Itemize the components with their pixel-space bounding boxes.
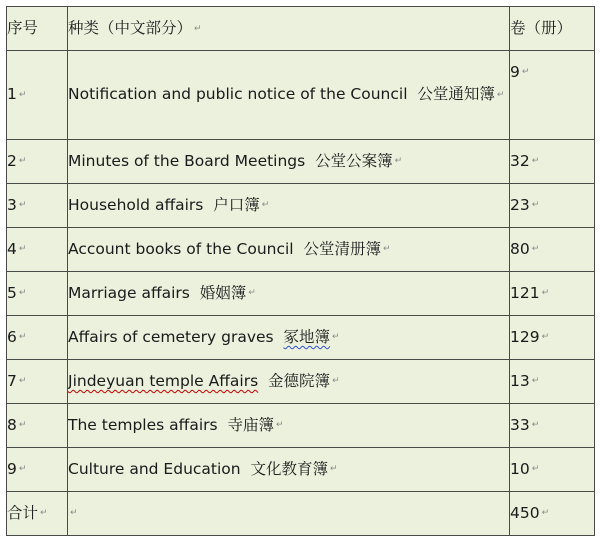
table-row (7, 50, 595, 139)
row-number-cell[interactable] (7, 139, 68, 183)
row-category-zh: 公堂通知簿 (417, 85, 495, 104)
paragraph-mark-icon: ↵ (531, 156, 540, 166)
row-category-cell[interactable] (68, 139, 510, 183)
row-category-zh: 公堂清册簿 (303, 239, 381, 258)
row-category-zh: 文化教育簿 (250, 459, 328, 478)
header-volumes-label: 卷（册） (510, 19, 573, 37)
paragraph-mark-icon: ↵ (40, 508, 48, 519)
row-volumes-cell[interactable] (510, 447, 595, 491)
row-volumes: 80 (510, 239, 530, 258)
row-category-cell[interactable] (68, 359, 510, 403)
paragraph-mark-icon: ↵ (531, 244, 540, 254)
row-volumes-cell[interactable] (510, 315, 595, 359)
row-category-cell[interactable] (68, 315, 510, 359)
row-number: 1 (7, 85, 17, 104)
row-category-cell[interactable] (68, 447, 510, 491)
row-number: 8 (7, 415, 17, 434)
table-row (7, 447, 595, 491)
row-category-zh: 金德院簿 (268, 371, 331, 390)
header-cell-volumes[interactable] (510, 7, 595, 51)
header-number-label: 序号 (7, 19, 39, 38)
paragraph-mark-icon: ↵ (18, 156, 27, 167)
row-category-en: Jindeyuan temple Affairs (68, 371, 259, 390)
table-row (7, 183, 595, 227)
row-volumes: 32 (510, 151, 530, 170)
paragraph-mark-icon: ↵ (18, 420, 27, 431)
table-row (7, 139, 595, 183)
paragraph-mark-icon: ↵ (194, 23, 202, 34)
row-number: 3 (7, 195, 17, 214)
paragraph-mark-icon: ↵ (541, 508, 550, 518)
paragraph-mark-icon: ↵ (18, 464, 27, 475)
paragraph-mark-icon: ↵ (70, 508, 78, 519)
row-volumes: 10 (510, 459, 530, 478)
row-volumes-cell[interactable] (510, 139, 595, 183)
row-volumes-cell[interactable] (510, 403, 595, 447)
header-category-label: 种类（中文部分） (68, 19, 193, 37)
paragraph-mark-icon: ↵ (18, 89, 27, 100)
header-cell-number[interactable] (7, 7, 68, 51)
row-category-en: Culture and Education (68, 459, 241, 478)
row-category-cell[interactable] (68, 50, 510, 139)
paragraph-mark-icon: ↵ (383, 244, 391, 255)
paragraph-mark-icon: ↵ (18, 288, 27, 299)
paragraph-mark-icon: ↵ (531, 376, 540, 386)
row-number-cell[interactable] (7, 271, 68, 315)
total-row (7, 491, 595, 535)
paragraph-mark-icon: ↵ (531, 200, 540, 210)
paragraph-mark-icon: ↵ (496, 89, 505, 100)
row-number-cell[interactable] (7, 403, 68, 447)
total-empty-cell[interactable] (68, 491, 510, 535)
row-number-cell[interactable] (7, 447, 68, 491)
total-volumes-cell[interactable] (510, 491, 595, 535)
row-category-zh: 冢地簿 (283, 327, 330, 346)
paragraph-mark-icon: ↵ (18, 200, 27, 211)
row-volumes: 33 (510, 415, 530, 434)
table-row (7, 403, 595, 447)
total-label: 合计 (7, 503, 39, 522)
archive-register-table (6, 6, 595, 536)
table-row (7, 359, 595, 403)
table-row (7, 227, 595, 271)
header-row (7, 7, 595, 51)
row-category-en: Notification and public notice of the Council (68, 85, 408, 104)
paragraph-mark-icon: ↵ (394, 156, 403, 167)
row-number: 6 (7, 327, 17, 346)
paragraph-mark-icon: ↵ (329, 464, 338, 475)
row-volumes: 9 (510, 62, 520, 81)
row-category-zh: 户口簿 (213, 195, 260, 214)
row-category-cell[interactable] (68, 271, 510, 315)
row-category-en: Minutes of the Board Meetings (68, 151, 306, 170)
row-category-en: Household affairs (68, 195, 204, 214)
header-cell-category[interactable] (68, 7, 510, 51)
row-category-en: The temples affairs (68, 415, 218, 434)
total-volumes: 450 (510, 503, 540, 522)
row-number-cell[interactable] (7, 359, 68, 403)
row-volumes: 129 (510, 327, 540, 346)
paragraph-mark-icon: ↵ (331, 332, 340, 343)
paragraph-mark-icon: ↵ (275, 420, 284, 431)
paragraph-mark-icon: ↵ (18, 376, 27, 387)
row-number: 2 (7, 151, 17, 170)
row-volumes-cell[interactable] (510, 271, 595, 315)
row-category-cell[interactable] (68, 183, 510, 227)
row-number-cell[interactable] (7, 183, 68, 227)
row-volumes-cell[interactable] (510, 50, 595, 139)
row-number: 7 (7, 371, 17, 390)
row-category-zh: 公堂公案簿 (315, 151, 393, 170)
row-number-cell[interactable] (7, 227, 68, 271)
row-category-en: Affairs of cemetery graves (68, 327, 274, 346)
paragraph-mark-icon: ↵ (521, 67, 530, 77)
row-number-cell[interactable] (7, 50, 68, 139)
row-volumes: 23 (510, 195, 530, 214)
row-number: 9 (7, 459, 17, 478)
paragraph-mark-icon: ↵ (18, 332, 27, 343)
paragraph-mark-icon: ↵ (18, 244, 27, 255)
row-volumes-cell[interactable] (510, 359, 595, 403)
paragraph-mark-icon: ↵ (332, 376, 340, 387)
row-volumes-cell[interactable] (510, 227, 595, 271)
paragraph-mark-icon: ↵ (261, 200, 270, 211)
table-row (7, 315, 595, 359)
row-volumes-cell[interactable] (510, 183, 595, 227)
total-label-cell[interactable] (7, 491, 68, 535)
paragraph-mark-icon: ↵ (531, 464, 540, 474)
row-category-cell[interactable] (68, 403, 510, 447)
row-number: 4 (7, 239, 17, 258)
paragraph-mark-icon: ↵ (541, 332, 550, 342)
paragraph-mark-icon: ↵ (541, 288, 550, 298)
row-category-zh: 寺庙簿 (227, 415, 274, 434)
paragraph-mark-icon: ↵ (248, 288, 256, 299)
row-category-en: Marriage affairs (68, 283, 190, 302)
table-row (7, 271, 595, 315)
row-volumes: 121 (510, 283, 540, 302)
row-volumes: 13 (510, 371, 530, 390)
row-category-cell[interactable] (68, 227, 510, 271)
row-category-en: Account books of the Council (68, 239, 294, 258)
row-number-cell[interactable] (7, 315, 68, 359)
row-number: 5 (7, 283, 17, 302)
paragraph-mark-icon: ↵ (531, 420, 540, 430)
row-category-zh: 婚姻簿 (199, 283, 247, 302)
